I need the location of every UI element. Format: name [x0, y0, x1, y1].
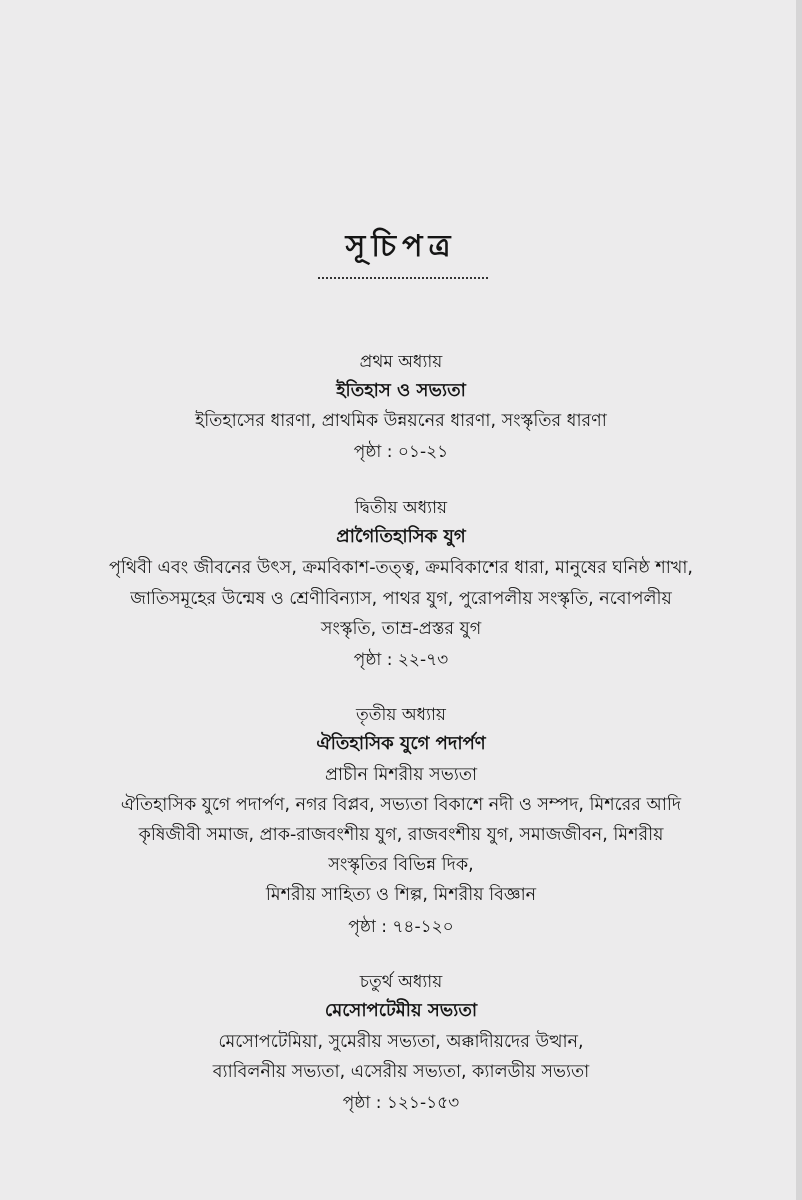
- chapter-3-topic-4: মিশরীয় সাহিত্য ও শিল্প, মিশরীয় বিজ্ঞান: [265, 885, 537, 905]
- chapter-4-topic-1: মেসোপটেমিয়া, সুমেরীয় সভ্যতা, অক্কাদীয়দের উত্থান,: [218, 1032, 584, 1052]
- chapter-3-heading: ঐতিহাসিক যুগে পদার্পণ: [316, 733, 486, 754]
- chapter-4-number: চতুর্থ অধ্যায়: [359, 972, 443, 992]
- chapter-4-topic-2: ব্যাবিলনীয় সভ্যতা, এসেরীয় সভ্যতা, ক্যালডীয় সভ্যতা: [212, 1062, 590, 1082]
- page-title: সূচিপত্র: [345, 229, 457, 264]
- chapter-1-number: প্রথম অধ্যায়: [359, 352, 443, 372]
- chapter-2-topic-3: সংস্কৃতি, তাম্র-প্রস্তর যুগ: [320, 619, 482, 639]
- chapter-2-topic-1: পৃথিবী এবং জীবনের উৎস, ক্রমবিকাশ-তত্ত্ব, ক্রমবিকাশের ধারা, মানুষের ঘনিষ্ঠ শাখা,: [109, 558, 693, 578]
- chapter-2-heading: প্রাগৈতিহাসিক যুগ: [336, 526, 466, 547]
- chapter-1-heading: ইতিহাস ও সভ্যতা: [336, 380, 466, 401]
- chapter-3-pages: পৃষ্ঠা : ৭৪-১২০: [348, 917, 454, 937]
- chapter-3-subheading: প্রাচীন মিশরীয় সভ্যতা: [324, 765, 478, 785]
- chapter-1-pages: পৃষ্ঠা : ০১-২১: [353, 442, 449, 462]
- chapter-4-heading: মেসোপটেমীয় সভ্যতা: [324, 1000, 478, 1021]
- chapter-1-topic-1: ইতিহাসের ধারণা, প্রাথমিক উন্নয়নের ধারণা, সংস্কৃতির ধারণা: [195, 411, 607, 431]
- chapter-3-topic-2: কৃষিজীবী সমাজ, প্রাক-রাজবংশীয় যুগ, রাজবংশীয় যুগ, সমাজজীবন, মিশরীয়: [138, 825, 664, 845]
- chapter-2-pages: পৃষ্ঠা : ২২-৭৩: [353, 650, 449, 670]
- chapter-3-topic-1: ঐতিহাসিক যুগে পদার্পণ, নগর বিপ্লব, সভ্যতা বিকাশে নদী ও সম্পদ, মিশরের আদি: [120, 795, 682, 815]
- chapter-3-topic-3: সংস্কৃতির বিভিন্ন দিক,: [328, 855, 474, 875]
- title-divider: [318, 277, 488, 279]
- chapter-2-topic-2: জাতিসমূহের উন্মেষ ও শ্রেণীবিন্যাস, পাথর যুগ, পুরোপলীয় সংস্কৃতি, নবোপলীয়: [130, 589, 672, 609]
- chapter-2-number: দ্বিতীয় অধ্যায়: [354, 498, 448, 518]
- chapter-3-number: তৃতীয় অধ্যায়: [356, 705, 446, 725]
- chapter-4-pages: পৃষ্ঠা : ১২১-১৫৩: [342, 1093, 460, 1113]
